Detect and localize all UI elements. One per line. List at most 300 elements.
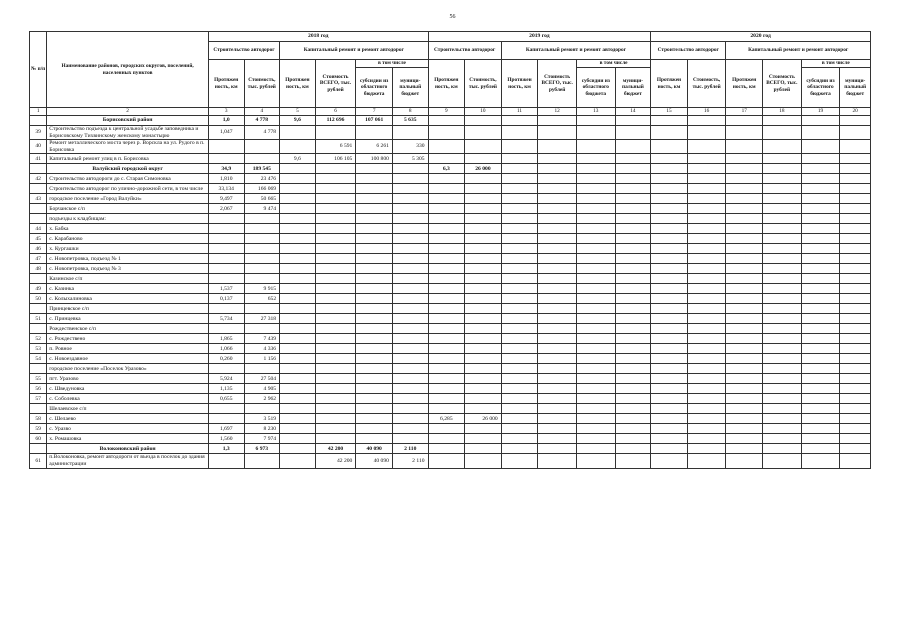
row-value	[465, 254, 502, 264]
row-number	[30, 274, 47, 284]
row-value	[726, 274, 763, 284]
row-value	[465, 274, 502, 284]
row-value	[763, 264, 802, 274]
column-number: 19	[801, 108, 840, 116]
column-number: 14	[615, 108, 651, 116]
row-number: 51	[30, 314, 47, 324]
row-value	[726, 184, 763, 194]
row-value	[801, 274, 840, 284]
table-row	[30, 184, 871, 194]
row-value	[651, 324, 688, 334]
row-value	[428, 444, 465, 454]
row-number	[30, 214, 47, 224]
row-value	[538, 294, 577, 304]
column-number: 8	[392, 108, 428, 116]
row-value	[615, 244, 651, 254]
row-value	[244, 224, 280, 234]
row-value: 4 336	[244, 344, 280, 354]
row-value: 7 974	[244, 434, 280, 444]
table-row	[30, 344, 871, 354]
row-value	[280, 126, 316, 140]
row-value: 189 545	[244, 164, 280, 174]
row-value	[538, 154, 577, 164]
row-value	[726, 224, 763, 234]
row-value	[465, 204, 502, 214]
row-value	[615, 274, 651, 284]
row-value	[840, 254, 871, 264]
column-number: 6	[315, 108, 356, 116]
row-value	[651, 194, 688, 204]
row-value	[801, 394, 840, 404]
row-value	[538, 414, 577, 424]
table-row	[30, 284, 871, 294]
header-subsidy: субсидии из областного бюджета	[801, 68, 840, 108]
column-number: 5	[280, 108, 316, 116]
table-row	[30, 294, 871, 304]
header-construction-2020: Строительство автодорог	[651, 42, 726, 60]
row-value	[687, 314, 726, 324]
row-value	[244, 264, 280, 274]
row-value	[801, 444, 840, 454]
row-value	[315, 424, 356, 434]
row-value	[801, 354, 840, 364]
row-value	[315, 184, 356, 194]
row-value: 6,3	[428, 164, 465, 174]
row-value	[465, 264, 502, 274]
row-value	[840, 334, 871, 344]
row-name: Волоконовский район	[47, 444, 209, 454]
row-value	[392, 434, 428, 444]
row-value: 2 110	[392, 444, 428, 454]
row-value	[280, 404, 316, 414]
row-value	[801, 224, 840, 234]
row-value	[538, 140, 577, 154]
row-value: 330	[392, 140, 428, 154]
row-value	[576, 126, 615, 140]
row-name: с. Шелаево	[47, 414, 209, 424]
row-value	[465, 354, 502, 364]
row-value	[501, 116, 538, 126]
row-value	[687, 224, 726, 234]
row-value	[244, 140, 280, 154]
column-number: 12	[538, 108, 577, 116]
row-value	[465, 294, 502, 304]
row-value	[315, 294, 356, 304]
row-number: 41	[30, 154, 47, 164]
row-value	[538, 434, 577, 444]
header-municipal: муници- пальный бюджет	[840, 68, 871, 108]
row-value	[576, 314, 615, 324]
row-value	[428, 404, 465, 414]
row-value	[801, 244, 840, 254]
row-value	[840, 274, 871, 284]
row-value	[763, 214, 802, 224]
row-value	[687, 294, 726, 304]
row-value	[538, 394, 577, 404]
row-value	[726, 444, 763, 454]
row-value	[538, 444, 577, 454]
row-value	[840, 444, 871, 454]
row-value	[651, 254, 688, 264]
row-value	[428, 194, 465, 204]
row-value	[687, 344, 726, 354]
row-value	[840, 244, 871, 254]
row-value	[501, 224, 538, 234]
row-value	[501, 254, 538, 264]
row-value	[208, 154, 244, 164]
header-cost: Стоимость, тыс. рублей	[244, 60, 280, 108]
row-value: 8 230	[244, 424, 280, 434]
table-row	[30, 154, 871, 164]
header-incl: в том числе	[576, 60, 650, 68]
table-row	[30, 454, 871, 468]
row-value	[840, 324, 871, 334]
row-value	[651, 344, 688, 354]
row-value	[576, 434, 615, 444]
row-value	[801, 284, 840, 294]
row-value	[763, 444, 802, 454]
row-value	[763, 126, 802, 140]
row-value	[501, 374, 538, 384]
row-value	[356, 344, 393, 354]
row-name: Казинское с/п	[47, 274, 209, 284]
row-value	[392, 294, 428, 304]
row-value	[538, 354, 577, 364]
row-value: 1,697	[208, 424, 244, 434]
row-name: Борчанское с/п	[47, 204, 209, 214]
row-value	[244, 214, 280, 224]
row-value	[763, 394, 802, 404]
row-value	[801, 424, 840, 434]
row-value	[428, 384, 465, 394]
row-value	[763, 434, 802, 444]
row-name: с. Шведуновка	[47, 384, 209, 394]
row-value	[208, 274, 244, 284]
row-value	[392, 194, 428, 204]
row-value	[538, 224, 577, 234]
row-name: с. Рождествено	[47, 334, 209, 344]
row-value	[244, 244, 280, 254]
header-capital-2020: Капитальный ремонт и ремонт автодорог	[726, 42, 871, 60]
row-value	[356, 184, 393, 194]
row-value: 107 061	[356, 116, 393, 126]
row-name: пгт. Уразово	[47, 374, 209, 384]
row-value	[651, 294, 688, 304]
row-value	[651, 364, 688, 374]
table-body	[30, 116, 871, 469]
row-value	[208, 304, 244, 314]
row-value	[726, 284, 763, 294]
row-value	[315, 304, 356, 314]
row-value	[687, 424, 726, 434]
row-value	[501, 234, 538, 244]
row-value	[687, 116, 726, 126]
header-year-2018: 2018 год	[208, 32, 428, 42]
row-value	[801, 384, 840, 394]
row-value	[840, 394, 871, 404]
row-value: 1,537	[208, 284, 244, 294]
row-value: 40 090	[356, 444, 393, 454]
row-value	[576, 234, 615, 244]
row-value	[280, 174, 316, 184]
row-value	[280, 414, 316, 424]
header-cost: Стоимость, тыс. рублей	[465, 60, 502, 108]
row-value	[392, 304, 428, 314]
header-year-2020: 2020 год	[651, 32, 871, 42]
row-value	[687, 384, 726, 394]
row-value	[280, 434, 316, 444]
row-value	[244, 274, 280, 284]
row-number: 58	[30, 414, 47, 424]
row-value	[687, 324, 726, 334]
row-number: 47	[30, 254, 47, 264]
table-row	[30, 374, 871, 384]
column-number: 3	[208, 108, 244, 116]
column-number: 17	[726, 108, 763, 116]
row-value	[615, 164, 651, 174]
row-value: 34,9	[208, 164, 244, 174]
table-row	[30, 394, 871, 404]
row-value	[465, 184, 502, 194]
row-value	[465, 234, 502, 244]
row-value	[651, 126, 688, 140]
row-name: с. Принцевка	[47, 314, 209, 324]
row-number: 45	[30, 234, 47, 244]
row-name: Капитальный ремонт улиц в п. Борисовка	[47, 154, 209, 164]
row-value	[315, 314, 356, 324]
row-value	[615, 384, 651, 394]
header-cost-total: Стоимость ВСЕГО, тыс. рублей	[763, 60, 802, 108]
row-value	[687, 414, 726, 424]
row-value	[651, 334, 688, 344]
row-value	[315, 384, 356, 394]
column-number: 15	[651, 108, 688, 116]
row-value	[465, 394, 502, 404]
row-value	[428, 126, 465, 140]
row-value	[763, 224, 802, 234]
header-municipal: муници- пальный бюджет	[392, 68, 428, 108]
row-value	[315, 434, 356, 444]
row-value: 50 665	[244, 194, 280, 204]
row-value	[501, 174, 538, 184]
row-value	[356, 394, 393, 404]
row-value	[726, 154, 763, 164]
row-value	[726, 140, 763, 154]
row-value	[280, 140, 316, 154]
row-value	[465, 304, 502, 314]
row-value	[726, 374, 763, 384]
row-value	[280, 424, 316, 434]
row-value	[576, 284, 615, 294]
row-value	[538, 126, 577, 140]
row-value	[651, 304, 688, 314]
row-value	[501, 364, 538, 374]
row-value	[280, 294, 316, 304]
row-value	[538, 404, 577, 414]
row-value: 1,865	[208, 334, 244, 344]
row-value	[280, 274, 316, 284]
row-value	[392, 234, 428, 244]
row-value	[801, 154, 840, 164]
table-row	[30, 334, 871, 344]
row-value	[465, 324, 502, 334]
row-value: 5 635	[392, 116, 428, 126]
row-value	[428, 264, 465, 274]
row-number: 39	[30, 126, 47, 140]
row-value: 106 105	[315, 154, 356, 164]
row-value	[687, 164, 726, 174]
row-value	[726, 434, 763, 444]
header-length: Протяжен ность, км	[726, 60, 763, 108]
row-value	[763, 304, 802, 314]
row-value	[687, 394, 726, 404]
row-value	[392, 404, 428, 414]
row-value	[687, 264, 726, 274]
row-value	[615, 304, 651, 314]
header-cost-total: Стоимость ВСЕГО, тыс. рублей	[315, 60, 356, 108]
row-value	[538, 364, 577, 374]
row-value	[280, 374, 316, 384]
row-value	[208, 324, 244, 334]
row-number	[30, 116, 47, 126]
row-number: 59	[30, 424, 47, 434]
row-value	[726, 174, 763, 184]
row-value	[356, 424, 393, 434]
row-value	[576, 404, 615, 414]
row-value	[801, 204, 840, 214]
row-value	[651, 154, 688, 164]
row-value	[840, 314, 871, 324]
row-value: 9 474	[244, 204, 280, 214]
row-value	[356, 334, 393, 344]
table-row	[30, 244, 871, 254]
row-value	[244, 454, 280, 468]
row-value: 4 778	[244, 116, 280, 126]
row-value	[208, 414, 244, 424]
row-value	[615, 414, 651, 424]
row-value	[280, 304, 316, 314]
row-value	[428, 364, 465, 374]
row-value	[726, 404, 763, 414]
header-length: Протяжен ность, км	[280, 60, 316, 108]
row-value	[465, 434, 502, 444]
row-value: 5,924	[208, 374, 244, 384]
row-name: с. Соболевка	[47, 394, 209, 404]
row-value	[801, 404, 840, 414]
row-value	[687, 154, 726, 164]
row-value	[356, 126, 393, 140]
row-value	[538, 204, 577, 214]
row-value	[840, 374, 871, 384]
row-value: 1,047	[208, 126, 244, 140]
row-value	[576, 174, 615, 184]
row-value	[315, 254, 356, 264]
row-value: 5 305	[392, 154, 428, 164]
row-value	[576, 214, 615, 224]
column-numbers-row	[30, 108, 871, 116]
row-value	[315, 364, 356, 374]
row-value	[392, 164, 428, 174]
row-value	[726, 214, 763, 224]
row-value: 9,497	[208, 194, 244, 204]
row-value	[538, 344, 577, 354]
row-value: 6 591	[315, 140, 356, 154]
row-value	[428, 434, 465, 444]
row-value	[501, 126, 538, 140]
row-value	[726, 254, 763, 264]
row-value	[651, 204, 688, 214]
table-row	[30, 314, 871, 324]
row-value	[801, 264, 840, 274]
row-value	[840, 434, 871, 444]
row-value	[501, 334, 538, 344]
row-value	[315, 414, 356, 424]
row-name: х. Бабка	[47, 224, 209, 234]
row-value	[576, 334, 615, 344]
row-value	[763, 404, 802, 414]
row-number	[30, 304, 47, 314]
row-value	[615, 184, 651, 194]
row-name: п.Волоконовка, ремонт автодороги от въезда в поселок до здания администрации	[47, 454, 209, 468]
row-value	[763, 284, 802, 294]
row-name: с. Колыхалиновка	[47, 294, 209, 304]
row-value	[840, 116, 871, 126]
row-value	[687, 214, 726, 224]
row-value	[428, 154, 465, 164]
row-value: 9 915	[244, 284, 280, 294]
row-value	[538, 314, 577, 324]
row-value	[315, 274, 356, 284]
row-value	[356, 244, 393, 254]
row-value	[801, 174, 840, 184]
row-value	[501, 324, 538, 334]
row-value	[501, 344, 538, 354]
row-value	[726, 264, 763, 274]
row-name: п. Ровное	[47, 344, 209, 354]
table-row	[30, 194, 871, 204]
row-value	[840, 264, 871, 274]
row-value	[576, 194, 615, 204]
row-value: 1,3	[208, 444, 244, 454]
table-row	[30, 444, 871, 454]
row-value	[428, 344, 465, 354]
row-value	[726, 244, 763, 254]
row-name: Борисовский район	[47, 116, 209, 126]
row-value: 166 069	[244, 184, 280, 194]
row-value	[687, 274, 726, 284]
row-value	[501, 434, 538, 444]
row-value	[315, 126, 356, 140]
row-value	[651, 314, 688, 324]
row-value: 652	[244, 294, 280, 304]
row-value	[501, 140, 538, 154]
row-value	[501, 284, 538, 294]
row-value	[356, 164, 393, 174]
row-value	[687, 354, 726, 364]
row-value	[501, 264, 538, 274]
row-value	[208, 364, 244, 374]
row-number: 48	[30, 264, 47, 274]
row-value	[538, 244, 577, 254]
row-value	[428, 204, 465, 214]
row-value	[615, 116, 651, 126]
row-value	[280, 334, 316, 344]
row-value	[651, 116, 688, 126]
row-value	[465, 224, 502, 234]
row-value	[615, 154, 651, 164]
row-value	[208, 454, 244, 468]
row-value	[208, 140, 244, 154]
